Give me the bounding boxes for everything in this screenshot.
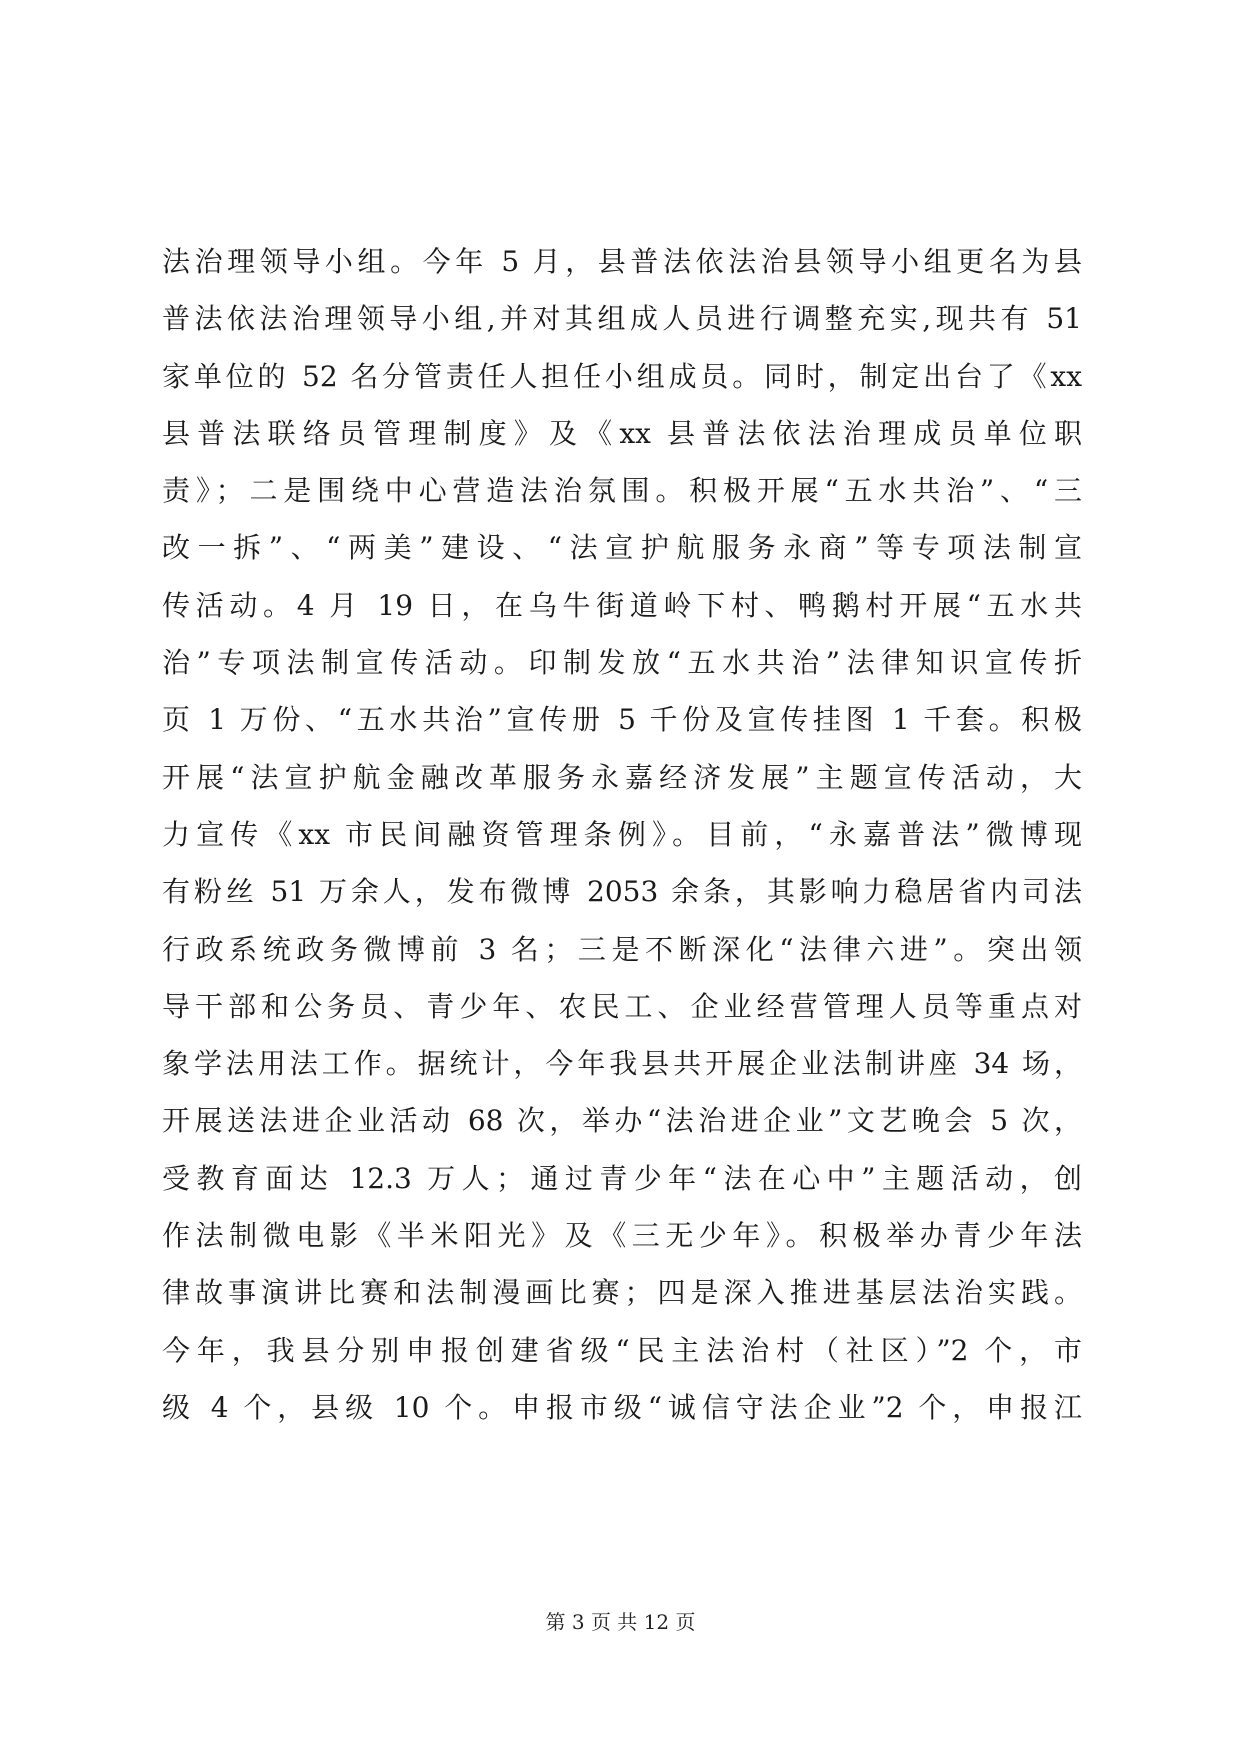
- text-line: 普法依法治理领导小组,并对其组成人员进行调整充实,现共有 51: [162, 302, 1082, 336]
- text-line: 级 4 个，县级 10 个。申报市级“诚信守法企业”2 个，申报江: [162, 1390, 1082, 1424]
- text-line: 法治理领导小组。今年 5 月，县普法依法治县领导小组更名为县: [162, 245, 1082, 278]
- text-line: 作法制微电影《半米阳光》及《三无少年》。积极举办青少年法: [162, 1219, 1082, 1253]
- text-line: 传活动。4 月 19 日，在乌牛街道岭下村、鸭鹅村开展“五水共: [162, 588, 1082, 622]
- text-line: 受教育面达 12.3 万人；通过青少年“法在心中”主题活动，创: [162, 1161, 1082, 1195]
- text-line: 责》；二是围绕中心营造法治氛围。积极开展“五水共治”、“三: [162, 474, 1082, 508]
- text-line: 家单位的 52 名分管责任人担任小组成员。同时，制定出台了《xx: [162, 359, 1082, 393]
- text-line: 开展送法进企业活动 68 次，举办“法治进企业”文艺晚会 5 次，: [162, 1104, 1082, 1138]
- text-line: 改一拆”、“两美”建设、“法宣护航服务永商”等专项法制宣: [162, 531, 1082, 565]
- text-line: 治”专项法制宣传活动。印制发放“五水共治”法律知识宣传折: [162, 646, 1082, 680]
- text-line: 县普法联络员管理制度》及《xx 县普法依法治理成员单位职: [162, 416, 1082, 450]
- text-line: 页 1 万份、“五水共治”宣传册 5 千份及宣传挂图 1 千套。积极: [162, 703, 1082, 737]
- text-line: 导干部和公务员、青少年、农民工、企业经营管理人员等重点对: [162, 989, 1082, 1023]
- text-line: 力宣传《xx 市民间融资管理条例》。目前，“永嘉普法”微博现: [162, 817, 1082, 851]
- text-line: 有粉丝 51 万余人，发布微博 2053 余条，其影响力稳居省内司法: [162, 875, 1082, 909]
- text-line: 象学法用法工作。据统计，今年我县共开展企业法制讲座 34 场，: [162, 1047, 1082, 1081]
- text-line: 开展“法宣护航金融改革服务永嘉经济发展”主题宣传活动，大: [162, 760, 1082, 794]
- page-number-footer: 第 3 页 共 12 页: [545, 1610, 696, 1634]
- text-line: 行政系统政务微博前 3 名；三是不断深化“法律六进”。突出领: [162, 932, 1082, 966]
- text-line: 今年，我县分别申报创建省级“民主法治村（社区）”2 个，市: [162, 1333, 1082, 1367]
- body-text: [162, 233, 1082, 1436]
- text-line: 律故事演讲比赛和法制漫画比赛；四是深入推进基层法治实践。: [162, 1276, 1082, 1310]
